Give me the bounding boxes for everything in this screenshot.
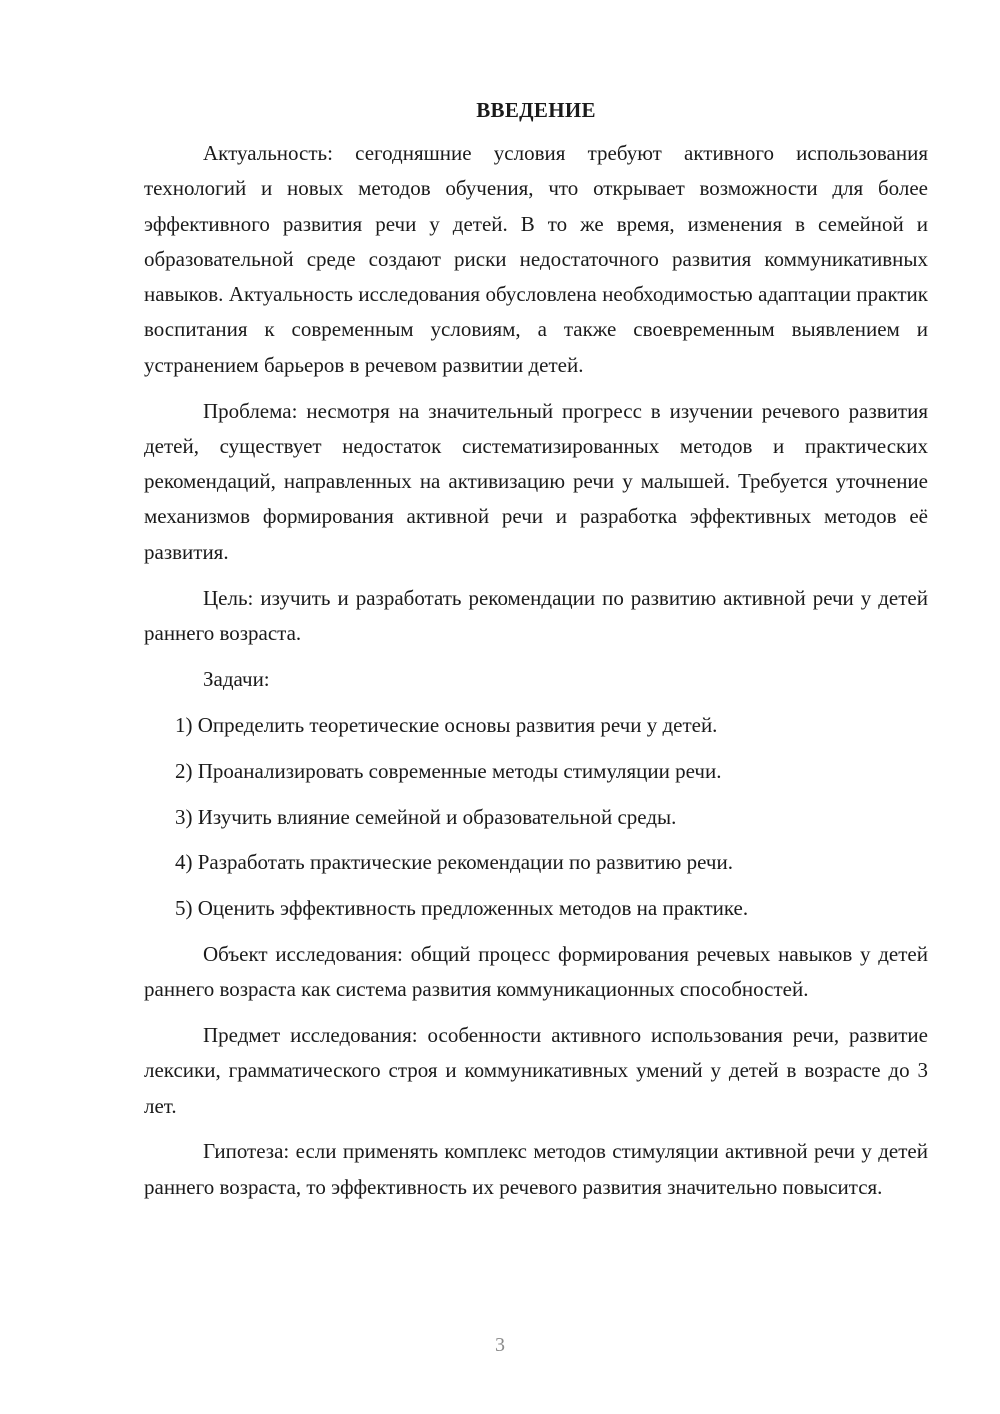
paragraph-hypothesis: Гипотеза: если применять комплекс методов стимуляции активной речи у детей раннего возраста, то эффективность их речевого развития значительно повысится. bbox=[144, 1139, 928, 1199]
page-title: ВВЕДЕНИЕ bbox=[476, 98, 596, 122]
list-item: 3) Изучить влияние семейной и образовательной среды. bbox=[175, 804, 677, 829]
tasks-list bbox=[144, 708, 928, 926]
paragraph-problem: Проблема: несмотря на значительный прогресс в изучении речевого развития детей, существует недостаток систематизированных методов и практических рекомендаций, направленных на активизацию речи у малышей. Требуется уточнение механизмов формирования активной речи и разработка эффективных методов её развития. bbox=[144, 398, 928, 564]
paragraph-object: Объект исследования: общий процесс формирования речевых навыков у детей раннего возраста как система развития коммуникационных способностей. bbox=[144, 941, 928, 1002]
list-item: 1) Определить теоретические основы развития речи у детей. bbox=[175, 712, 718, 737]
document-page bbox=[144, 90, 928, 1216]
page-number: 3 bbox=[495, 1334, 505, 1356]
list-item: 2) Проанализировать современные методы стимуляции речи. bbox=[175, 758, 722, 783]
tasks-label: Задачи: bbox=[203, 666, 270, 691]
list-item: 5) Оценить эффективность предложенных методов на практике. bbox=[175, 896, 749, 921]
paragraph-goal: Цель: изучить и разработать рекомендации по развитию активной речи у детей раннего возраста. bbox=[144, 585, 928, 645]
paragraph-relevance: Актуальность: сегодняшние условия требуют активного использования технологий и новых методов обучения, что открывает возможности для более эффективного развития речи у детей. В то же время, изменения в семейной и образовательной среде создают риски недостаточного развития коммуникативных навыков. Актуальность исследования обусловлена необходимостью адаптации практик воспитания к современным условиям, а также своевременным выявлением и устранением барьеров в речевом развитии детей. bbox=[144, 141, 928, 377]
list-item: 4) Разработать практические рекомендации по развитию речи. bbox=[175, 850, 733, 875]
paragraph-subject: Предмет исследования: особенности активного использования речи, развитие лексики, грамматического строя и коммуникативных умений у детей в возрасте до 3 лет. bbox=[144, 1023, 928, 1118]
